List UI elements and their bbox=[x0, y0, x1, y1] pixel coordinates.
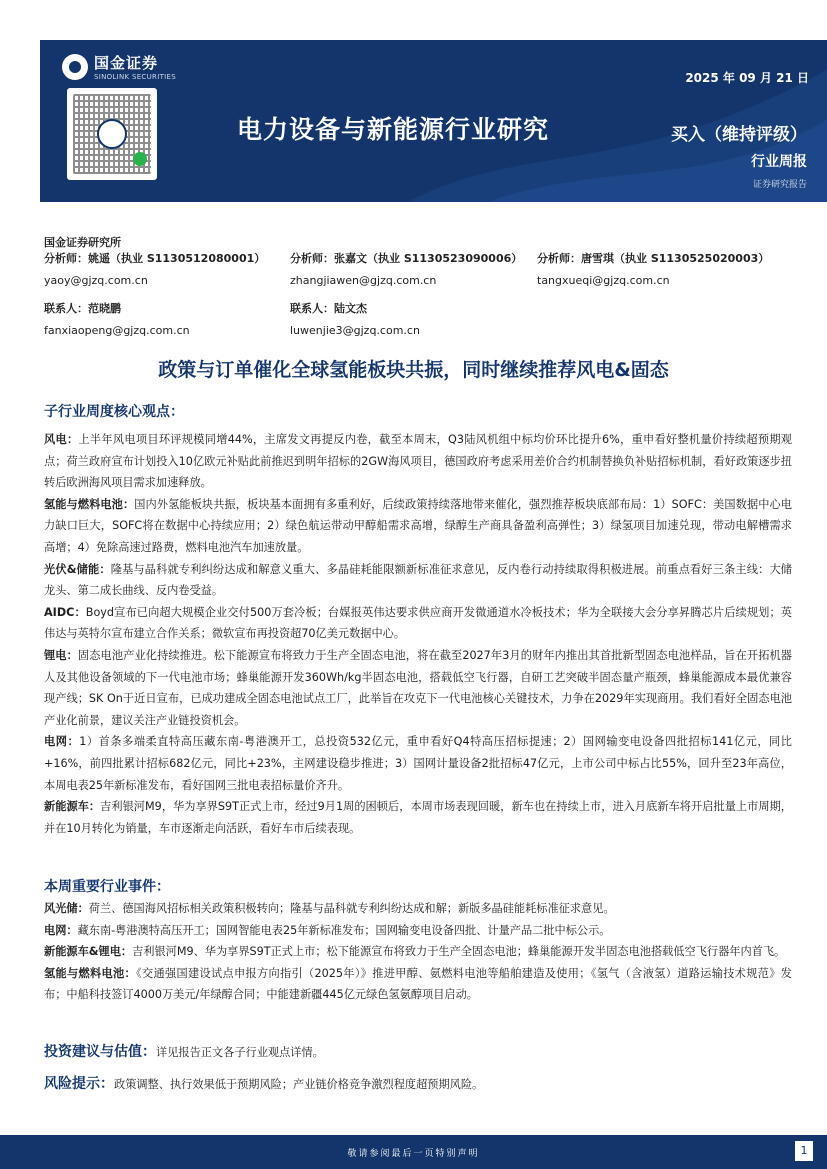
events-list bbox=[44, 898, 792, 1006]
view-item-grid: 电网：1）首条多端柔直特高压藏东南-粤港澳开工，总投资532亿元，重申看好Q4特高压招标提速；2）国网输变电设备四批招标141亿元，同比+16%，前四批累计招标682亿元，同比+23%，主网建设稳步推进；3）国网计量设备2批招标47亿元，上市公司中标占比55%，回升至23年高位，本周电表25年新标准发布，看好国网三批电表招标量价齐升。 bbox=[44, 735, 792, 792]
contact-label: 联系人：陆文杰 bbox=[290, 302, 367, 315]
footer-disclaimer-note: 敬请参阅最后一页特别声明 bbox=[347, 1149, 480, 1159]
analyst-email[interactable]: zhangjiawen@gjzq.com.cn bbox=[290, 274, 437, 287]
page-footer bbox=[0, 1135, 827, 1169]
analyst-email[interactable]: yaoy@gjzq.com.cn bbox=[44, 274, 148, 287]
view-item-pv-storage: 光伏&储能：隆基与晶科就专利纠纷达成和解意义重大、多晶硅耗能限额新标准征求意见，反内卷行动持续取得积极进展。前重点看好三条主线：大储龙头、第二成长曲线、反内卷受益。 bbox=[44, 562, 792, 598]
view-item-lithium: 锂电：固态电池产业化持续推进。松下能源宣布将致力于生产全固态电池，将在截至2027年3月的财年内推出其首批新型固态电池样品，旨在开拓机器人及其他设备领域的下一代电池市场；蜂巢能源开发360Wh/kg半固态电池，搭载低空飞行器，自研工艺突破半固态量产瓶颈，蜂巢能源成本最优兼容现产线；SK On于近日宣布，已成功建成全固态电池试点工厂，此举旨在攻克下一代电池核心关键技术，力争在2029年实现商用。我们看好全固态电池产业化前景，建议关注产业链投资机会。 bbox=[44, 648, 792, 727]
investment-advice bbox=[44, 1042, 792, 1064]
view-item-hydrogen: 氢能与燃料电池：国内外氢能板块共振，板块基本面拥有多重利好，后续政策持续落地带来催化，强烈推荐板块底部布局：1）SOFC：美国数据中心电力缺口巨大，SOFC将在数据中心持续应用；2）绿色航运带动甲醇船需求高增，绿醇生产商具备盈利高弹性；3）绿氢项目加速兑现，带动电解槽需求高增；4）免除高速过路费，燃料电池汽车加速放量。 bbox=[44, 497, 792, 554]
event-item-wind-solar-storage: 风光储：荷兰、德国海风招标相关政策积极转向；隆基与晶科就专利纠纷达成和解；新版多晶硅能耗标准征求意见。 bbox=[44, 902, 615, 915]
analyst-label: 分析师：姚遥（执业 S1130512080001） bbox=[44, 252, 266, 265]
report-headline: 政策与订单催化全球氢能板块共振，同时继续推荐风电&固态 bbox=[158, 359, 669, 381]
institute-name: 国金证券研究所 bbox=[44, 236, 121, 249]
analyst-3 bbox=[537, 250, 769, 287]
contact-2 bbox=[290, 300, 420, 337]
report-header bbox=[40, 40, 827, 202]
report-type: 行业周报 bbox=[751, 154, 807, 170]
qr-logo-icon bbox=[97, 119, 127, 149]
contact-email[interactable]: fanxiaopeng@gjzq.com.cn bbox=[44, 324, 190, 337]
report-title: 电力设备与新能源行业研究 bbox=[237, 115, 550, 144]
analyst-label: 分析师：唐雪琪（执业 S1130525020003） bbox=[537, 252, 770, 265]
company-logo bbox=[62, 52, 176, 81]
qr-code[interactable] bbox=[67, 88, 157, 180]
risk-warning bbox=[44, 1074, 792, 1096]
wechat-icon bbox=[133, 152, 147, 166]
analyst-label: 分析师：张嘉文（执业 S1130523090006） bbox=[290, 252, 523, 265]
section-heading-risk: 风险提示： bbox=[44, 1076, 114, 1092]
contact-1 bbox=[44, 300, 190, 337]
view-item-nev: 新能源车：吉利银河M9，华为享界S9T正式上市，经过9月1周的困顿后，本周市场表现回暖，新车也在持续上市，进入月底新车将开启批量上市周期，并在10月转化为销量，车市逐渐走向活跃，看好车市后续表现。 bbox=[44, 800, 792, 835]
analyst-2 bbox=[290, 250, 522, 287]
logo-name-cn: 国金证券 bbox=[94, 54, 159, 72]
event-item-nev-lithium: 新能源车&锂电：吉利银河M9、华为享界S9T正式上市；松下能源宣布将致力于生产全固态电池；蜂巢能源开发半固态电池搭载低空飞行器年内首飞。 bbox=[44, 945, 786, 959]
view-item-wind: 风电：上半年风电项目环评规模同增44%，主席发文再提反内卷，截至本周末，Q3陆风机组中标均价环比提升6%，重申看好整机量价持续超预期观点；荷兰政府宣布计划投入10亿欧元补贴此前推迟到明年招标的2GW海风项目，德国政府考虑采用差价合约机制替换负补贴招标机制，看好政策逐步扭转后欧洲海风项目需求加速释放。 bbox=[44, 433, 792, 490]
event-item-hydrogen: 氢能与燃料电池：《交通强国建设试点申报方向指引（2025年）》推进甲醇、氨燃料电池等船舶建造及使用；《氢气（含液氢）道路运输技术规范》发布；中船科技签订4000万美元/年绿醇合同；中能建新疆445亿元绿色氢氨醇项目启动。 bbox=[44, 966, 792, 1002]
analyst-email[interactable]: tangxueqi@gjzq.com.cn bbox=[537, 274, 670, 287]
rating-label: 买入（维持评级） bbox=[671, 125, 807, 145]
investment-text: 详见报告正文各子行业观点详情。 bbox=[156, 1046, 324, 1059]
contact-label: 联系人：范晓鹏 bbox=[44, 302, 121, 315]
core-views-list bbox=[44, 429, 792, 839]
view-item-aidc: AIDC：Boyd宣布已向超大规模企业交付500万套冷板；台媒报英伟达要求供应商开发微通道水冷板技术；华为全联接大会分享昇腾芯片后续规划；英伟达与英特尔宣布建立合作关系；微软宣布再投资超70亿美元数据中心。 bbox=[44, 605, 792, 641]
contact-email[interactable]: luwenjie3@gjzq.com.cn bbox=[290, 324, 420, 337]
event-item-grid: 电网：藏东南-粤港澳特高压开工；国网智能电表25年新标准发布；国网输变电设备四批、计量产品二批中标公示。 bbox=[44, 923, 611, 937]
analyst-1 bbox=[44, 250, 265, 287]
report-date: 2025 年 09 月 21 日 bbox=[685, 71, 809, 85]
page-number: 1 bbox=[795, 1141, 813, 1161]
section-heading-investment: 投资建议与估值： bbox=[44, 1044, 156, 1060]
report-subtype: 证券研究报告 bbox=[752, 180, 807, 190]
section-heading-events: 本周重要行业事件： bbox=[44, 879, 170, 895]
risk-text: 政策调整、执行效果低于预期风险；产业链价格竞争激烈程度超预期风险。 bbox=[114, 1078, 484, 1091]
logo-icon bbox=[62, 54, 88, 80]
section-heading-core-views: 子行业周度核心观点： bbox=[44, 404, 184, 420]
logo-name-en: SINOLINK SECURITIES bbox=[94, 73, 176, 81]
